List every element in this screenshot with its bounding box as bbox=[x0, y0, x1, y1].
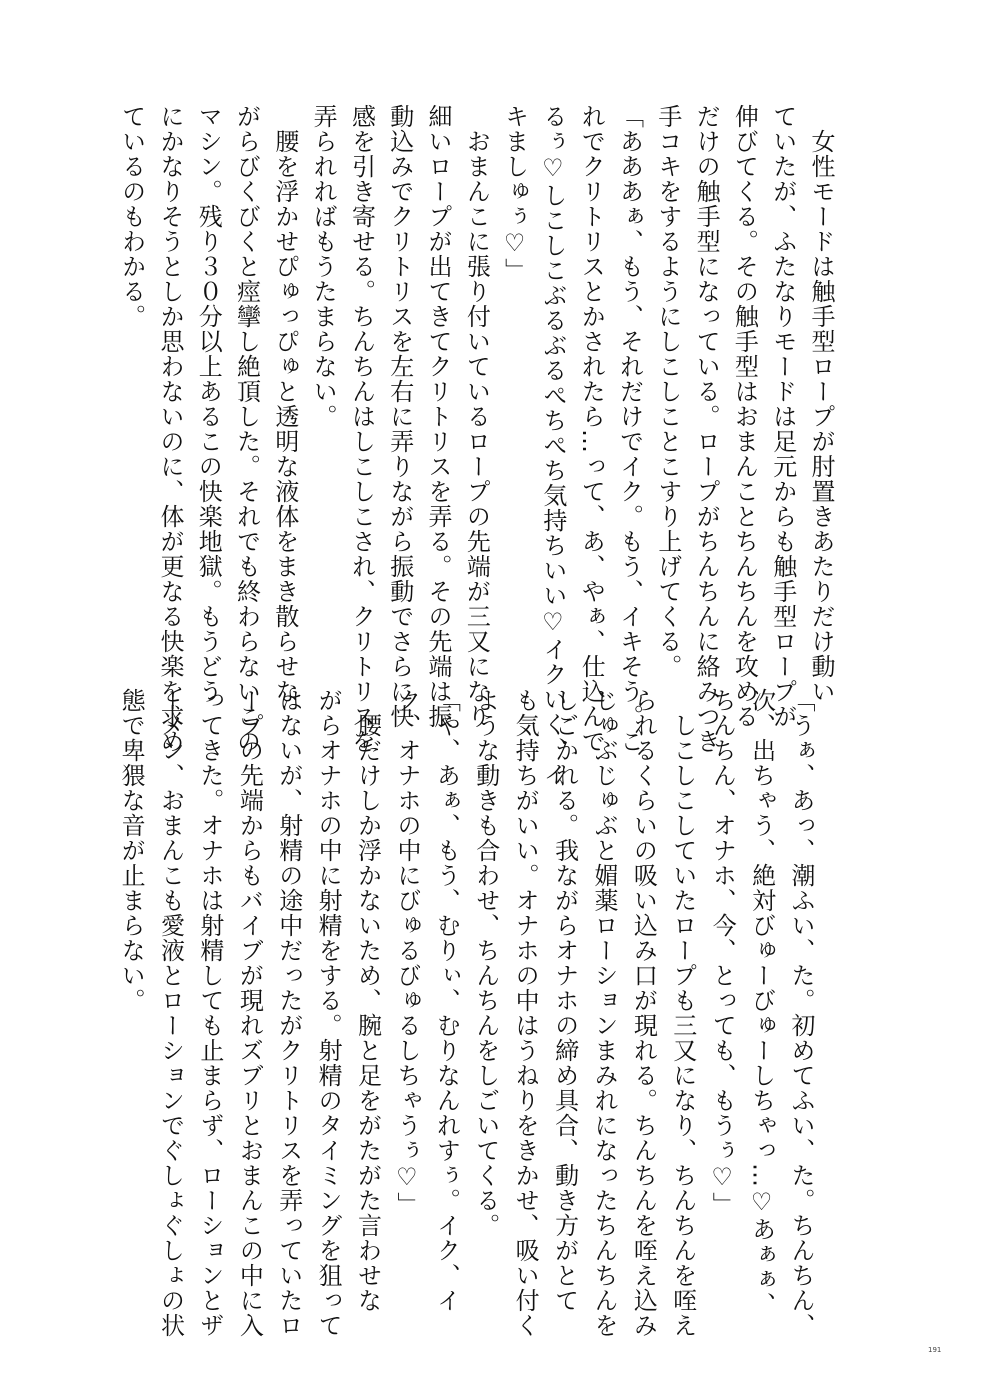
text-column: おまんこに張り付いているロープの先端が三又になり bbox=[462, 104, 491, 729]
text-column: られるくらいの吸い込み口が現れる。ちんちんを咥え込み bbox=[629, 688, 658, 1338]
text-column: ような動きも合わせ、ちんちんをしごいてくる。 bbox=[471, 688, 500, 1238]
top-text-section bbox=[112, 104, 840, 787]
text-column: マシン。残り３０分以上あるこの快楽地獄。もうどう bbox=[194, 104, 223, 704]
text-column: 動込みでクリトリスを左右に弄りながら振動でさらに快 bbox=[385, 104, 414, 729]
text-column: ーメン、おまんこも愛液とローションでぐしょぐしょの状 bbox=[156, 688, 185, 1338]
text-column: 「うぁ、あっ、潮ふい、た。初めてふい、た。ちんちん、 bbox=[787, 688, 815, 1338]
text-column: しこしこしていたロープも三又になり、ちんちんを咥え bbox=[668, 688, 697, 1338]
text-column: はないが、射精の途中だったがクリトリスを弄っていたロ bbox=[274, 688, 303, 1338]
text-column: 手コキをするようにしこしことこすり上げてくる。 bbox=[653, 104, 682, 679]
text-column: 伸びてくる。その触手型はおまんことちんちんを攻める bbox=[730, 104, 759, 729]
text-column: ープの先端からもバイブが現れズブリとおまんこの中に入 bbox=[235, 688, 264, 1338]
text-column: キましゅぅ♡」 bbox=[500, 104, 529, 283]
text-column: がらびくびくと痙攣し絶頂した。それでも終わらないこの bbox=[232, 104, 261, 754]
text-column: 腰を浮かせぴゅっぴゅと透明な液体をまき散らせな bbox=[270, 104, 299, 704]
text-column: にかなりそうとしか思わないのに、体が更なる快楽を求め bbox=[155, 104, 184, 754]
text-column: ているのもわかる。 bbox=[117, 104, 146, 329]
text-column: 次、出ちゃう、絶対びゅーびゅーしちゃっ…♡あぁぁ、 bbox=[747, 688, 776, 1317]
bottom-text-section bbox=[111, 688, 820, 1338]
text-column: れでクリトリスとかされたら…って、あ、やぁ、仕込んで bbox=[577, 104, 606, 754]
text-column: ク、オナホの中にびゅるびゅるしちゃうぅ♡」 bbox=[392, 688, 421, 1217]
text-column: 弄られればもうたまらない。 bbox=[309, 104, 338, 429]
text-column: 「あああぁ、もう、それだけでイク。もう、イキそう。こ bbox=[615, 104, 644, 754]
text-column: だけの触手型になっている。ロープがちんちんに絡みつき bbox=[692, 104, 721, 754]
text-column: 「や、あぁ、もう、むりぃ、むりなんれすぅ。イク、イ bbox=[432, 688, 461, 1313]
text-column: ちんちん、オナホ、今、とっても、もうぅ♡」 bbox=[708, 688, 737, 1217]
text-column: 女性モードは触手型ロープが肘置きあたりだけ動い bbox=[807, 104, 835, 704]
text-column: しごかれる。我ながらオナホの締め具合、動き方がとて bbox=[550, 688, 579, 1313]
text-column: 細いロープが出てきてクリトリスを弄る。その先端は振 bbox=[424, 104, 453, 729]
text-column: 腰だけしか浮かないため、腕と足をがたがた言わせな bbox=[353, 688, 382, 1313]
text-column: 態で卑猥な音が止まらない。 bbox=[117, 688, 146, 1013]
text-column: 感を引き寄せる。ちんちんはしこしこされ、クリトリスを bbox=[347, 104, 376, 754]
text-column: るぅ♡しこしこぶるぶるぺちぺち気持ちいい♡イクいく、イ bbox=[538, 104, 567, 787]
page-number: 191 bbox=[928, 1346, 942, 1354]
text-column: ていたが、ふたなりモードは足元からも触手型ロープが bbox=[768, 104, 797, 729]
text-column: じゅぶじゅぶと媚薬ローションまみれになったちんちんを bbox=[589, 688, 618, 1338]
text-column: がらオナホの中に射精をする。射精のタイミングを狙って bbox=[314, 688, 343, 1338]
text-column: ってきた。オナホは射精しても止まらず、ローションとザ bbox=[195, 688, 224, 1338]
text-column: も気持ちがいい。オナホの中はうねりをきかせ、吸い付く bbox=[511, 688, 540, 1338]
